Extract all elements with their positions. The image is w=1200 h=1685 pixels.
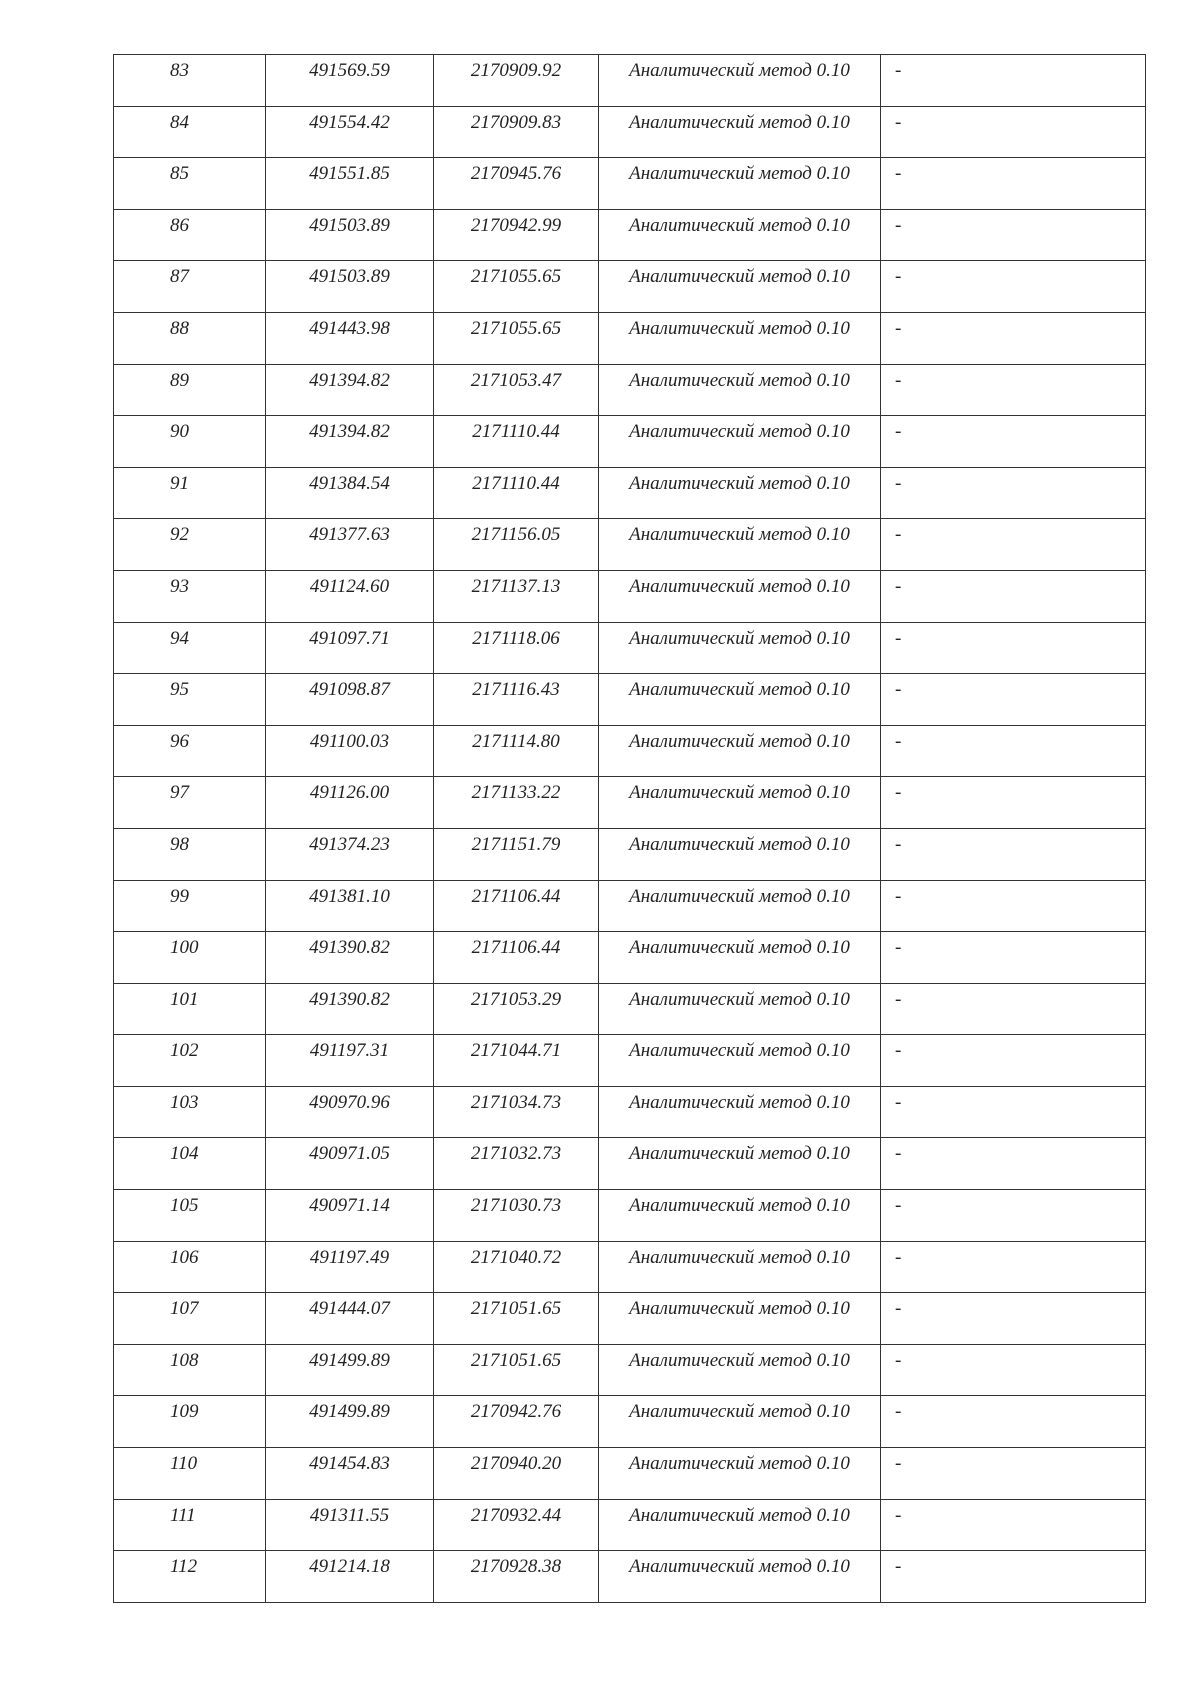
x-coordinate-cell: 490970.96 [266,1086,434,1138]
y-coordinate-cell: 2171110.44 [434,467,599,519]
x-coordinate-cell: 491197.49 [266,1241,434,1293]
method-accuracy-cell: Аналитический метод 0.10 [599,1344,881,1396]
table-row [114,1344,1146,1396]
table-row [114,1396,1146,1448]
note-cell: - [881,1499,1146,1551]
table-row [114,880,1146,932]
point-number-cell: 109 [114,1396,266,1448]
note-cell: - [881,932,1146,984]
method-accuracy-cell: Аналитический метод 0.10 [599,261,881,313]
note-cell: - [881,1396,1146,1448]
point-number-cell: 108 [114,1344,266,1396]
table-row [114,1293,1146,1345]
table-row [114,674,1146,726]
table-row [114,261,1146,313]
method-accuracy-cell: Аналитический метод 0.10 [599,725,881,777]
method-accuracy-cell: Аналитический метод 0.10 [599,1499,881,1551]
coordinates-table-body [114,55,1146,1603]
table-row [114,1138,1146,1190]
note-cell: - [881,1448,1146,1500]
method-accuracy-cell: Аналитический метод 0.10 [599,1190,881,1242]
table-row [114,1551,1146,1603]
method-accuracy-cell: Аналитический метод 0.10 [599,1035,881,1087]
note-cell: - [881,983,1146,1035]
note-cell: - [881,570,1146,622]
note-cell: - [881,416,1146,468]
y-coordinate-cell: 2171106.44 [434,932,599,984]
x-coordinate-cell: 491311.55 [266,1499,434,1551]
point-number-cell: 83 [114,55,266,107]
method-accuracy-cell: Аналитический метод 0.10 [599,158,881,210]
y-coordinate-cell: 2171055.65 [434,261,599,313]
note-cell: - [881,261,1146,313]
table-row [114,1035,1146,1087]
method-accuracy-cell: Аналитический метод 0.10 [599,622,881,674]
note-cell: - [881,1551,1146,1603]
note-cell: - [881,1086,1146,1138]
table-row [114,519,1146,571]
coordinates-table [113,54,1146,1603]
x-coordinate-cell: 491554.42 [266,106,434,158]
table-row [114,622,1146,674]
table-row [114,312,1146,364]
y-coordinate-cell: 2171055.65 [434,312,599,364]
y-coordinate-cell: 2171133.22 [434,777,599,829]
point-number-cell: 84 [114,106,266,158]
note-cell: - [881,467,1146,519]
x-coordinate-cell: 491394.82 [266,364,434,416]
table-row [114,209,1146,261]
x-coordinate-cell: 491097.71 [266,622,434,674]
y-coordinate-cell: 2171044.71 [434,1035,599,1087]
y-coordinate-cell: 2171114.80 [434,725,599,777]
x-coordinate-cell: 491374.23 [266,828,434,880]
x-coordinate-cell: 491444.07 [266,1293,434,1345]
note-cell: - [881,1035,1146,1087]
method-accuracy-cell: Аналитический метод 0.10 [599,983,881,1035]
point-number-cell: 101 [114,983,266,1035]
x-coordinate-cell: 491390.82 [266,983,434,1035]
x-coordinate-cell: 491499.89 [266,1344,434,1396]
y-coordinate-cell: 2171106.44 [434,880,599,932]
table-row [114,106,1146,158]
method-accuracy-cell: Аналитический метод 0.10 [599,209,881,261]
y-coordinate-cell: 2170940.20 [434,1448,599,1500]
y-coordinate-cell: 2171032.73 [434,1138,599,1190]
x-coordinate-cell: 491381.10 [266,880,434,932]
y-coordinate-cell: 2171116.43 [434,674,599,726]
point-number-cell: 89 [114,364,266,416]
table-row [114,983,1146,1035]
y-coordinate-cell: 2171034.73 [434,1086,599,1138]
x-coordinate-cell: 491384.54 [266,467,434,519]
x-coordinate-cell: 491214.18 [266,1551,434,1603]
x-coordinate-cell: 491390.82 [266,932,434,984]
method-accuracy-cell: Аналитический метод 0.10 [599,1086,881,1138]
y-coordinate-cell: 2170909.83 [434,106,599,158]
note-cell: - [881,364,1146,416]
x-coordinate-cell: 490971.05 [266,1138,434,1190]
y-coordinate-cell: 2171137.13 [434,570,599,622]
note-cell: - [881,158,1146,210]
method-accuracy-cell: Аналитический метод 0.10 [599,880,881,932]
point-number-cell: 88 [114,312,266,364]
table-row [114,1499,1146,1551]
note-cell: - [881,106,1146,158]
method-accuracy-cell: Аналитический метод 0.10 [599,1396,881,1448]
point-number-cell: 95 [114,674,266,726]
table-row [114,1086,1146,1138]
table-row [114,777,1146,829]
point-number-cell: 102 [114,1035,266,1087]
point-number-cell: 107 [114,1293,266,1345]
note-cell: - [881,674,1146,726]
y-coordinate-cell: 2170942.99 [434,209,599,261]
note-cell: - [881,209,1146,261]
x-coordinate-cell: 490971.14 [266,1190,434,1242]
y-coordinate-cell: 2171040.72 [434,1241,599,1293]
table-row [114,828,1146,880]
note-cell: - [881,1241,1146,1293]
x-coordinate-cell: 491499.89 [266,1396,434,1448]
method-accuracy-cell: Аналитический метод 0.10 [599,364,881,416]
point-number-cell: 90 [114,416,266,468]
point-number-cell: 98 [114,828,266,880]
y-coordinate-cell: 2171156.05 [434,519,599,571]
point-number-cell: 91 [114,467,266,519]
x-coordinate-cell: 491503.89 [266,261,434,313]
method-accuracy-cell: Аналитический метод 0.10 [599,55,881,107]
note-cell: - [881,1344,1146,1396]
method-accuracy-cell: Аналитический метод 0.10 [599,1241,881,1293]
table-row [114,1241,1146,1293]
method-accuracy-cell: Аналитический метод 0.10 [599,1448,881,1500]
note-cell: - [881,519,1146,571]
note-cell: - [881,1293,1146,1345]
x-coordinate-cell: 491503.89 [266,209,434,261]
method-accuracy-cell: Аналитический метод 0.10 [599,416,881,468]
y-coordinate-cell: 2170928.38 [434,1551,599,1603]
x-coordinate-cell: 491377.63 [266,519,434,571]
table-row [114,467,1146,519]
point-number-cell: 93 [114,570,266,622]
method-accuracy-cell: Аналитический метод 0.10 [599,674,881,726]
x-coordinate-cell: 491551.85 [266,158,434,210]
point-number-cell: 94 [114,622,266,674]
note-cell: - [881,1138,1146,1190]
point-number-cell: 111 [114,1499,266,1551]
y-coordinate-cell: 2170909.92 [434,55,599,107]
method-accuracy-cell: Аналитический метод 0.10 [599,1138,881,1190]
method-accuracy-cell: Аналитический метод 0.10 [599,570,881,622]
method-accuracy-cell: Аналитический метод 0.10 [599,777,881,829]
x-coordinate-cell: 491443.98 [266,312,434,364]
y-coordinate-cell: 2171030.73 [434,1190,599,1242]
point-number-cell: 106 [114,1241,266,1293]
point-number-cell: 110 [114,1448,266,1500]
note-cell: - [881,880,1146,932]
method-accuracy-cell: Аналитический метод 0.10 [599,828,881,880]
note-cell: - [881,312,1146,364]
table-row [114,725,1146,777]
method-accuracy-cell: Аналитический метод 0.10 [599,312,881,364]
note-cell: - [881,777,1146,829]
y-coordinate-cell: 2171110.44 [434,416,599,468]
method-accuracy-cell: Аналитический метод 0.10 [599,1293,881,1345]
point-number-cell: 85 [114,158,266,210]
point-number-cell: 99 [114,880,266,932]
x-coordinate-cell: 491100.03 [266,725,434,777]
method-accuracy-cell: Аналитический метод 0.10 [599,106,881,158]
y-coordinate-cell: 2170945.76 [434,158,599,210]
x-coordinate-cell: 491394.82 [266,416,434,468]
table-row [114,570,1146,622]
point-number-cell: 103 [114,1086,266,1138]
point-number-cell: 92 [114,519,266,571]
point-number-cell: 87 [114,261,266,313]
y-coordinate-cell: 2171051.65 [434,1293,599,1345]
point-number-cell: 97 [114,777,266,829]
method-accuracy-cell: Аналитический метод 0.10 [599,932,881,984]
note-cell: - [881,55,1146,107]
y-coordinate-cell: 2171053.29 [434,983,599,1035]
point-number-cell: 96 [114,725,266,777]
x-coordinate-cell: 491454.83 [266,1448,434,1500]
note-cell: - [881,725,1146,777]
table-row [114,158,1146,210]
point-number-cell: 100 [114,932,266,984]
x-coordinate-cell: 491197.31 [266,1035,434,1087]
table-row [114,1190,1146,1242]
method-accuracy-cell: Аналитический метод 0.10 [599,519,881,571]
table-row [114,416,1146,468]
y-coordinate-cell: 2171118.06 [434,622,599,674]
point-number-cell: 105 [114,1190,266,1242]
table-row [114,55,1146,107]
y-coordinate-cell: 2171151.79 [434,828,599,880]
y-coordinate-cell: 2170942.76 [434,1396,599,1448]
table-row [114,932,1146,984]
point-number-cell: 86 [114,209,266,261]
x-coordinate-cell: 491569.59 [266,55,434,107]
table-row [114,364,1146,416]
method-accuracy-cell: Аналитический метод 0.10 [599,467,881,519]
method-accuracy-cell: Аналитический метод 0.10 [599,1551,881,1603]
point-number-cell: 112 [114,1551,266,1603]
x-coordinate-cell: 491124.60 [266,570,434,622]
note-cell: - [881,828,1146,880]
table-row [114,1448,1146,1500]
note-cell: - [881,622,1146,674]
x-coordinate-cell: 491098.87 [266,674,434,726]
x-coordinate-cell: 491126.00 [266,777,434,829]
y-coordinate-cell: 2171051.65 [434,1344,599,1396]
y-coordinate-cell: 2171053.47 [434,364,599,416]
point-number-cell: 104 [114,1138,266,1190]
note-cell: - [881,1190,1146,1242]
y-coordinate-cell: 2170932.44 [434,1499,599,1551]
